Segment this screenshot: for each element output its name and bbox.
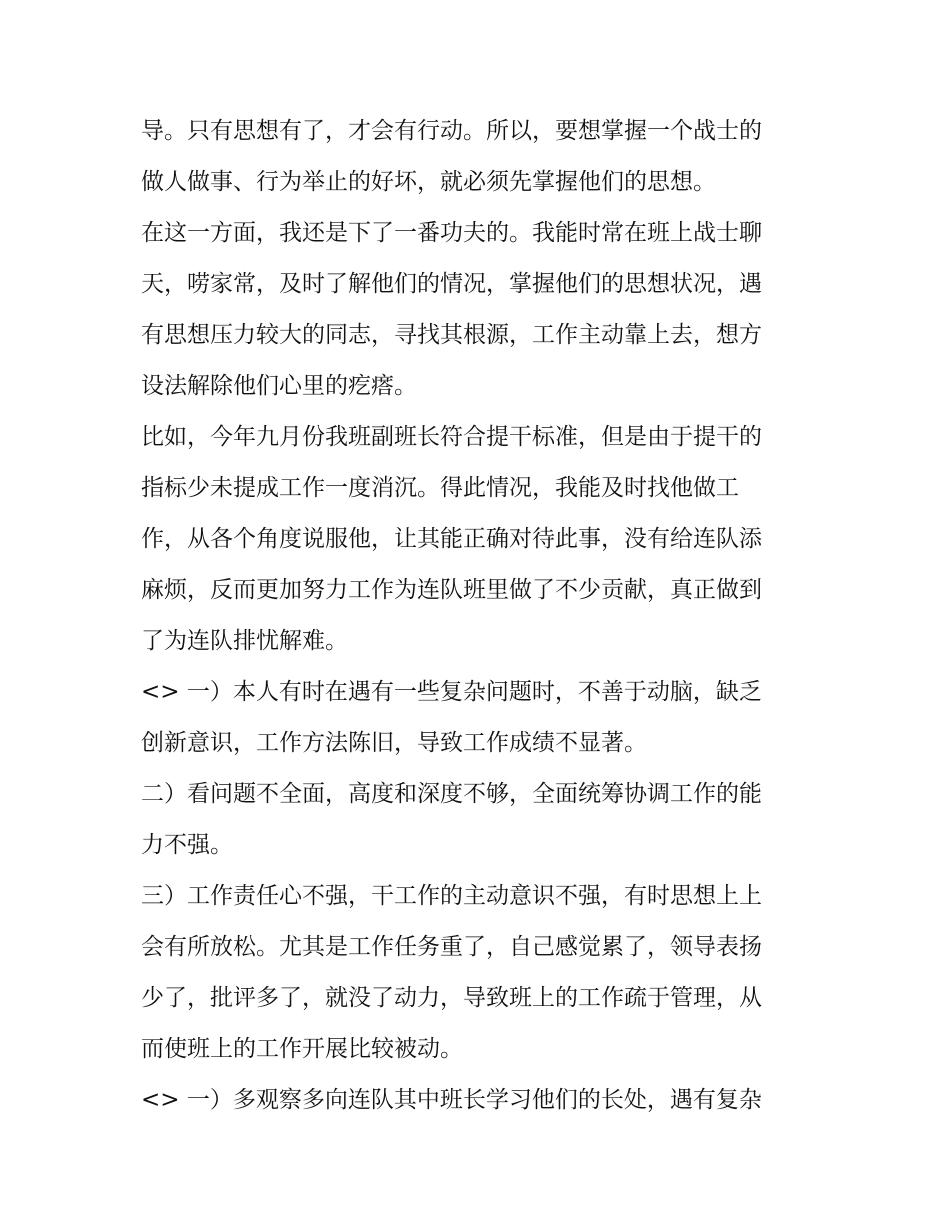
- paragraph-ideology: [141, 106, 831, 208]
- text-line: 有思想压力较大的同志，寻找其根源，工作主动靠上去，想方: [141, 322, 762, 348]
- paragraph-shortcoming-3: [141, 871, 831, 1075]
- text-line: 了为连队排忧解难。: [141, 628, 348, 654]
- text-line: 三）工作责任心不强，干工作的主动意识不强，有时思想上上: [141, 883, 762, 909]
- paragraph-effort: [141, 208, 831, 412]
- text-line: 导。只有思想有了，才会有行动。所以，要想掌握一个战士的: [141, 118, 762, 144]
- text-line: 力不强。: [141, 832, 233, 858]
- text-line: 二）看问题不全面，高度和深度不够，全面统筹协调工作的能: [141, 781, 762, 807]
- text-line: 少了，批评多了，就没了动力，导致班上的工作疏于管理，从: [141, 985, 762, 1011]
- text-line: 在这一方面，我还是下了一番功夫的。我能时常在班上战士聊: [141, 220, 762, 246]
- text-line: 比如，今年九月份我班副班长符合提干标准，但是由于提干的: [141, 424, 762, 450]
- text-line: 麻烦，反而更加努力工作为连队班里做了不少贡献，真正做到: [141, 577, 762, 603]
- text-line: 天，唠家常，及时了解他们的情况，掌握他们的思想状况，遇: [141, 271, 762, 297]
- paragraph-improvement-1: [141, 1075, 831, 1126]
- text-line: 指标少未提成工作一度消沉。得此情况，我能及时找他做工: [141, 475, 739, 501]
- text-line: 做人做事、行为举止的好坏，就必须先掌握他们的思想。: [141, 169, 716, 195]
- document-body: [141, 106, 831, 1126]
- text-line: 创新意识，工作方法陈旧，导致工作成绩不显著。: [141, 730, 647, 756]
- text-line: 作，从各个角度说服他，让其能正确对待此事，没有给连队添: [141, 526, 762, 552]
- text-line: 会有所放松。尤其是工作任务重了，自己感觉累了，领导表扬: [141, 934, 762, 960]
- text-line: 设法解除他们心里的疙瘩。: [141, 373, 417, 399]
- paragraph-example: [141, 412, 831, 667]
- text-line: <> 一）本人有时在遇有一些复杂问题时，不善于动脑，缺乏: [141, 679, 762, 705]
- paragraph-shortcoming-2: [141, 769, 831, 871]
- text-line: <> 一）多观察多向连队其中班长学习他们的长处，遇有复杂: [141, 1087, 762, 1113]
- text-line: 而使班上的工作开展比较被动。: [141, 1036, 463, 1062]
- paragraph-shortcoming-1: [141, 667, 831, 769]
